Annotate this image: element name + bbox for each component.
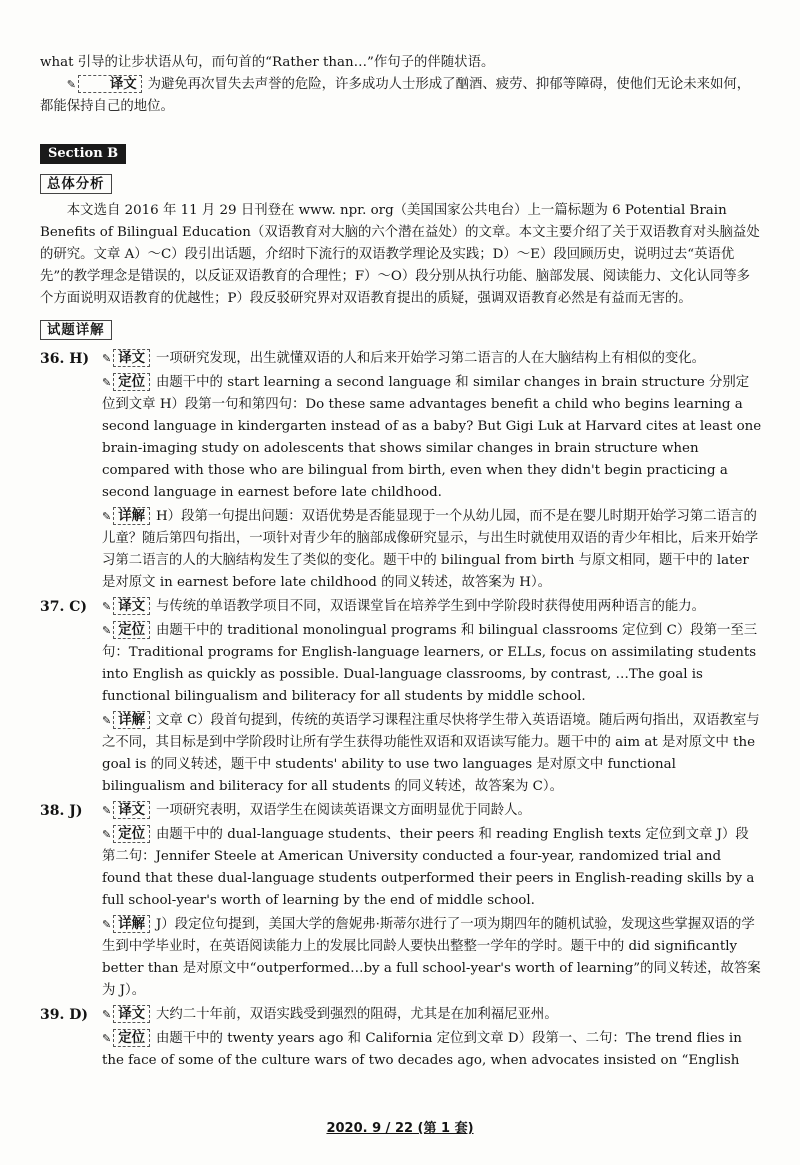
section-title: Section B: [40, 144, 126, 164]
pen-icon: ✎: [66, 78, 77, 91]
pen-icon: ✎: [102, 714, 112, 727]
pen-icon: ✎: [102, 510, 112, 523]
question-locate: ✎ 定位 由题干中的 twenty years ago 和 California 定位到文章 D）段第一、二句：The trend flies in the face of some of the culture wars of two decades ago, when advocates insisted on “English: [102, 1030, 742, 1068]
question-translation: ✎ 译文 与传统的单语教学项目不同，双语课堂旨在培养学生到中学阶段时获得使用两种语言的能力。: [102, 598, 706, 614]
intro-translation: ✎ 译文 为避免再次冒失去声誉的危险，许多成功人士形成了酗酒、疲劳、抑郁等障碍，使他们无论未来如何，都能保持自己的地位。: [40, 76, 751, 114]
question-translation: ✎ 译文 一项研究表明，双语学生在阅读英语课文方面明显优于同龄人。: [102, 802, 531, 818]
page-content: [40, 52, 762, 1072]
question-translation: ✎ 译文 一项研究发现，出生就懂双语的人和后来开始学习第二语言的人在大脑结构上有相似的变化。: [102, 350, 706, 366]
pen-icon: ✎: [102, 376, 112, 389]
question-explain: ✎ 详解 H）段第一句提出问题：双语优势是否能显现于一个从幼儿园，而不是在婴儿时期开始学习第二语言的儿童？随后第四句指出，一项针对青少年的脑部成像研究显示，与出生时就使用双语的青少年相比，后来开始学习第二语言的人的大脑结构发生了类似的变化。题干中的 bilingual from birth 与原文相同，题干中的 later 是对原文 in earnest before late childhood 的同义转述，故答案为 H）。: [102, 508, 759, 590]
translation-tag: 译文: [78, 75, 142, 93]
pen-icon: ✎: [102, 600, 112, 613]
pen-icon: ✎: [102, 352, 112, 365]
page-footer: 2020. 9 / 22 (第 1 套): [326, 1121, 474, 1136]
question-number: 37. C): [40, 599, 87, 615]
overview-heading: 总体分析: [40, 174, 112, 194]
pen-icon: ✎: [102, 1008, 112, 1021]
question-39: [40, 1004, 762, 1072]
question-locate: ✎ 定位 由题干中的 traditional monolingual programs 和 bilingual classrooms 定位到 C）段第一至三句：Traditional programs for English-language learners, or ELLs, focus on assimilating students into English as quickly as possible. Dual-language classrooms, by contrast, …The goal is functional bilingualism and biliteracy for all students by middle school.: [102, 622, 758, 704]
question-explain: ✎ 详解 文章 C）段首句提到，传统的英语学习课程注重尽快将学生带入英语语境。随后两句指出，双语教室与之不同，其目标是到中学阶段时让所有学生获得功能性双语和双语读写能力。题干中的 aim at 是对原文中 the goal is 的同义转述，题干中 students' ability to use two languages 是对原文中 functional bilingualism and biliteracy for all students 的同义转述，故答案为 C）。: [102, 712, 760, 794]
pen-icon: ✎: [102, 1032, 112, 1045]
pen-icon: ✎: [102, 828, 112, 841]
question-locate: ✎ 定位 由题干中的 dual-language students、their peers 和 reading English texts 定位到文章 J）段第二句：Jennifer Steele at American University conducted a four-year, randomized trial and found that these dual-language students outperformed their peers in English-reading skills by a full school-year's worth of learning by the end of middle school.: [102, 826, 755, 908]
question-explain: ✎ 详解 J）段定位句提到，美国大学的詹妮弗·斯蒂尔进行了一项为期四年的随机试验，发现这些掌握双语的学生到中学毕业时，在英语阅读能力上的发展比同龄人要快出整整一学年的学时。题干中的 did significantly better than 是对原文中“outperformed…by a full school-year's worth of learning”的同义转述，故答案为 J）。: [102, 916, 761, 998]
question-number: 38. J): [40, 803, 83, 819]
question-number: 36. H): [40, 351, 90, 367]
question-translation: ✎ 译文 大约二十年前，双语实践受到强烈的阻碍，尤其是在加利福尼亚州。: [102, 1006, 558, 1022]
pen-icon: ✎: [102, 918, 112, 931]
question-37: [40, 596, 762, 798]
pen-icon: ✎: [102, 804, 112, 817]
intro-line: what 引导的让步状语从句，而句首的“Rather than…”作句子的伴随状语。: [40, 55, 495, 70]
overview-text: 本文选自 2016 年 11 月 29 日刊登在 www. npr. org（美国国家公共电台）上一篇标题为 6 Potential Brain Benefits of Bilingual Education（双语教育对大脑的六个潜在益处）的文章。本文主要介绍了关于双语教育对头脑益处的研究。文章 A）～C）段引出话题，介绍时下流行的双语教学理论及实践；D）～E）段回顾历史，说明过去“英语优先”的教学理念是错误的，以反证双语教育的合理性；F）～O）段分别从执行功能、脑部发展、阅读能力、文化认同等多个方面说明双语教育的优越性；P）段反驳研究界对双语教育提出的质疑，强调双语教育必然是有益而无害的。: [40, 203, 760, 306]
question-38: [40, 800, 762, 1002]
details-heading: 试题详解: [40, 320, 112, 340]
question-locate: ✎ 定位 由题干中的 start learning a second language 和 similar changes in brain structure 分别定位到文章 H）段第一句和第四句：Do these same advantages benefit a child who begins learning a second language in kindergarten instead of as a baby? But Gigi Luk at Harvard cites at least one brain-imaging study on adolescents that shows similar changes in brain structure when compared with those who are bilingual from birth, even when they didn't begin practicing a second language in earnest before late childhood.: [102, 374, 762, 500]
pen-icon: ✎: [102, 624, 112, 637]
question-36: [40, 348, 762, 594]
question-number: 39. D): [40, 1007, 88, 1023]
